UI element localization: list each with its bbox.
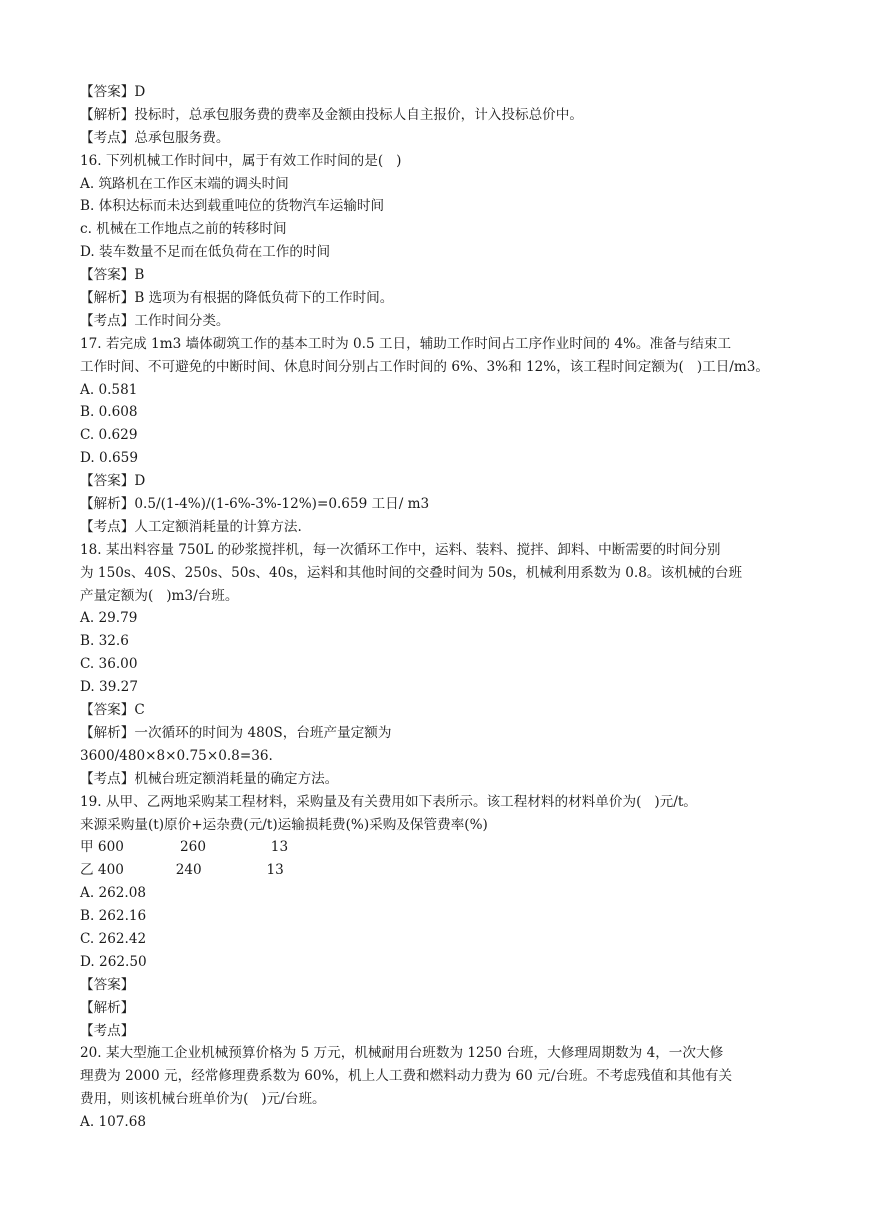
text-line: 【解析】 [80,999,135,1016]
text-line: B. 32.6 [80,633,129,650]
text-line: A. 262.08 [80,885,147,902]
text-line: D. 262.50 [80,953,147,970]
text-line: 来源采购量(t)原价+运杂费(元/t)运输损耗费(%)采购及保管费率(%) [80,816,488,833]
text-line: 【答案】D [80,84,146,100]
text-line: 【解析】0.5/(1-4%)/(1-6%-3%-12%)=0.659 工日/ m3 [80,496,430,513]
text-line: A. 107.68 [80,1114,147,1131]
text-line: 为 150s、40S、250s、50s、40s，运料和其他时间的交叠时间为 50s，机械利用系数为 0.8。该机械的台班 [80,564,743,581]
text-line: C. 36.00 [80,656,138,673]
document-page [80,81,800,1134]
text-line: 乙 400 240 13 [80,862,284,879]
text-line: A. 筑路机在工作区末端的调头时间 [80,175,289,192]
text-line: B. 0.608 [80,404,138,421]
text-line: 18. 某出料容量 750L 的砂浆搅拌机，每一次循环工作中，运料、装料、搅拌、卸料、中断需要的时间分别 [80,541,721,558]
text-line: 【解析】B 选项为有根据的降低负荷下的工作时间。 [80,290,394,307]
text-line: 【答案】 [80,976,135,993]
text-line: c. 机械在工作地点之前的转移时间 [80,221,287,238]
text-line: C. 0.629 [80,427,138,444]
text-line: D. 39.27 [80,679,138,696]
text-line: 【考点】总承包服务费。 [80,129,230,146]
text-line: 工作时间、不可避免的中断时间、休息时间分别占工作时间的 6%、3%和 12%，该工程时间定额为( )工日/m3。 [80,358,770,375]
text-line: 【答案】B [80,267,145,284]
text-line: 费用，则该机械台班单价为( )元/台班。 [80,1091,326,1108]
text-line: 3600/480×8×0.75×0.8=36. [80,747,273,764]
text-line: 【答案】C [80,702,145,719]
text-line: D. 0.659 [80,450,138,467]
text-line: B. 262.16 [80,908,147,925]
text-line: 20. 某大型施工企业机械预算价格为 5 万元，机械耐用台班数为 1250 台班，大修理周期数为 4，一次大修 [80,1045,724,1062]
text-line: 16. 下列机械工作时间中，属于有效工作时间的是( ) [80,152,402,169]
text-line: C. 262.42 [80,930,147,947]
text-line: 甲 600 260 13 [80,839,289,856]
text-line: 【考点】机械台班定额消耗量的确定方法。 [80,770,339,787]
text-line: 产量定额为( )m3/台班。 [80,587,239,604]
text-line: D. 装车数量不足而在低负荷在工作的时间 [80,244,331,261]
text-line: 【解析】一次循环的时间为 480S，台班产量定额为 [80,724,392,741]
text-line: B. 体积达标而未达到载重吨位的货物汽车运输时间 [80,198,385,215]
text-line: 【考点】人工定额消耗量的计算方法. [80,518,302,535]
text-line: 【解析】投标时，总承包服务费的费率及金额由投标人自主报价，计入投标总价中。 [80,106,583,123]
text-line: 【考点】工作时间分类。 [80,312,230,329]
text-line: 19. 从甲、乙两地采购某工程材料，采购量及有关费用如下表所示。该工程材料的材料单价为( )元/t。 [80,793,697,810]
text-line: A. 29.79 [80,610,138,627]
text-line: 【答案】D [80,473,146,490]
text-line: 【考点】 [80,1022,135,1039]
text-line: A. 0.581 [80,381,138,398]
text-line: 理费为 2000 元，经常修理费系数为 60%，机上人工费和燃料动力费为 60 元/台班。不考虑残值和其他有关 [80,1068,733,1085]
text-line: 17. 若完成 1m3 墙体砌筑工作的基本工时为 0.5 工日，辅助工作时间占工序作业时间的 4%。准备与结束工 [80,335,732,352]
